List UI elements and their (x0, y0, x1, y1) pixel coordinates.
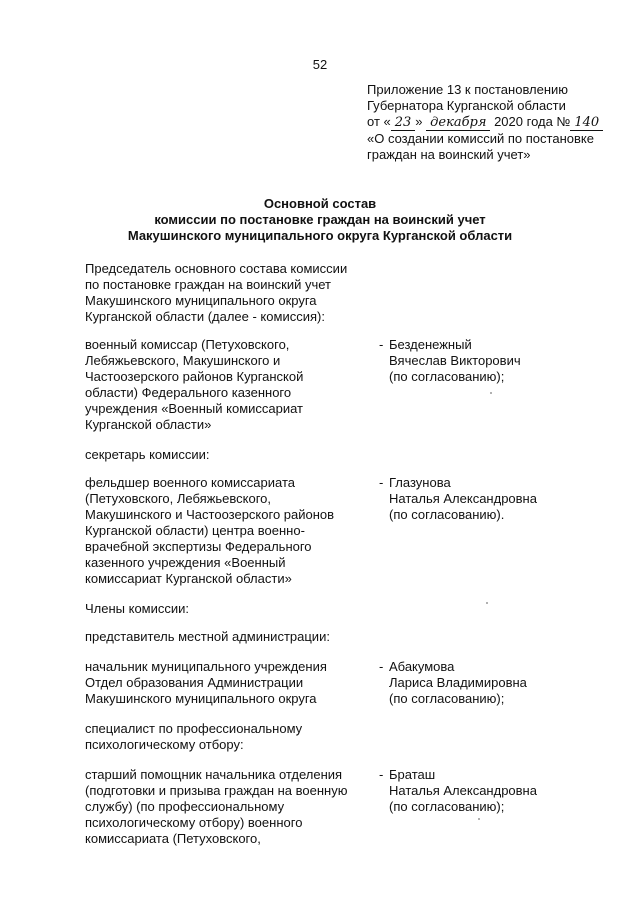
dash: - (379, 337, 384, 352)
text-line: старший помощник начальника отделения (85, 767, 343, 782)
person-note: (по согласованию); (389, 691, 505, 706)
document-title (0, 196, 640, 244)
handwritten-decree-number: 140 (570, 115, 603, 131)
appendix-date-prefix: от « (367, 114, 391, 129)
text-line: Частоозерского районов Курганской (85, 369, 304, 384)
psych-position (85, 767, 375, 847)
chairman-row (85, 337, 555, 433)
person-note: (по согласованию); (389, 369, 505, 384)
appendix-year-number-label: 2020 года № (494, 114, 571, 129)
scan-speck (486, 602, 488, 604)
person-name: Вячеслав Викторович (389, 353, 521, 368)
chairman-heading (85, 261, 375, 325)
appendix-line-5: граждан на воинский учет» (367, 147, 531, 162)
person-note: (по согласованию). (389, 507, 505, 522)
title-line-2: комиссии по постановке граждан на воинский учет (154, 212, 486, 227)
secretary-row (85, 475, 555, 587)
local-admin-person (377, 659, 555, 707)
text-line: начальник муниципального учреждения (85, 659, 327, 674)
person-name: Наталья Александровна (389, 491, 537, 506)
page-number: 52 (312, 57, 328, 72)
text-line: комиссариат Курганской области» (85, 571, 292, 586)
text-line: (Петуховского, Лебяжьевского, (85, 491, 272, 506)
title-line-3: Макушинского муниципального округа Курганской области (127, 228, 513, 243)
text-line: казенного учреждения «Военный (85, 555, 286, 570)
person-surname: Абакумова (389, 659, 455, 674)
text-line: Лебяжьевского, Макушинского и (85, 353, 281, 368)
appendix-line-3: от « 23 » декабря 2020 года № 140 (367, 114, 637, 131)
text-line: (подготовки и призыва граждан на военную (85, 783, 348, 798)
scan-speck (478, 818, 480, 820)
person-surname: Браташ (389, 767, 436, 782)
secretary-person (377, 475, 555, 523)
scan-speck (490, 392, 492, 394)
text-line: военный комиссар (Петуховского, (85, 337, 290, 352)
person-name: Наталья Александровна (389, 783, 537, 798)
text-line: Курганской области (далее - комиссия): (85, 309, 325, 324)
local-admin-heading-row (85, 629, 555, 645)
text-line: комиссариата (Петуховского, (85, 831, 261, 846)
dash: - (379, 475, 384, 490)
text-line: Макушинского муниципального округа (85, 691, 317, 706)
text-line: Макушинского и Частоозерского районов (85, 507, 335, 522)
text-line: Председатель основного состава комиссии (85, 261, 348, 276)
title-line-1: Основной состав (263, 196, 377, 211)
dash: - (379, 659, 384, 674)
handwritten-month: декабря (426, 115, 490, 131)
secretary-heading: секретарь комиссии: (85, 447, 210, 462)
text-line: Отдел образования Администрации (85, 675, 304, 690)
text-line: Курганской области) центра военно- (85, 523, 305, 538)
composition-list (85, 261, 555, 847)
text-line: по постановке граждан на воинский учет (85, 277, 331, 292)
handwritten-day: 23 (391, 115, 416, 131)
psych-row (85, 767, 555, 847)
appendix-line-2: Губернатора Курганской области (367, 98, 566, 113)
local-admin-heading: представитель местной администрации: (85, 629, 330, 644)
text-line: специалист по профессиональному (85, 721, 303, 736)
psych-person (377, 767, 555, 815)
text-line: психологическому отбору) военного (85, 815, 303, 830)
appendix-line-4: «О создании комиссий по постановке (367, 131, 594, 146)
psych-heading-row (85, 721, 555, 753)
person-surname: Безденежный (389, 337, 472, 352)
person-surname: Глазунова (389, 475, 451, 490)
chairman-person (377, 337, 555, 385)
text-line: службу) (по профессиональному (85, 799, 285, 814)
members-heading: Члены комиссии: (85, 601, 190, 616)
text-line: Макушинского муниципального округа (85, 293, 317, 308)
text-line: Курганской области» (85, 417, 212, 432)
secretary-position (85, 475, 375, 587)
secretary-heading-row (85, 447, 555, 463)
local-admin-position (85, 659, 375, 707)
person-note: (по согласованию); (389, 799, 505, 814)
text-line: психологическому отбору: (85, 737, 244, 752)
text-line: области) Федерального казенного (85, 385, 292, 400)
appendix-line-1: Приложение 13 к постановлению (367, 82, 569, 97)
chairman-position (85, 337, 375, 433)
dash: - (379, 767, 384, 782)
person-name: Лариса Владимировна (389, 675, 527, 690)
local-admin-row (85, 659, 555, 707)
text-line: фельдшер военного комиссариата (85, 475, 296, 490)
psych-heading (85, 721, 375, 753)
chairman-heading-row (85, 261, 555, 325)
text-line: учреждения «Военный комиссариат (85, 401, 304, 416)
text-line: врачебной экспертизы Федерального (85, 539, 312, 554)
appendix-block (367, 82, 637, 163)
members-heading-row (85, 601, 555, 617)
